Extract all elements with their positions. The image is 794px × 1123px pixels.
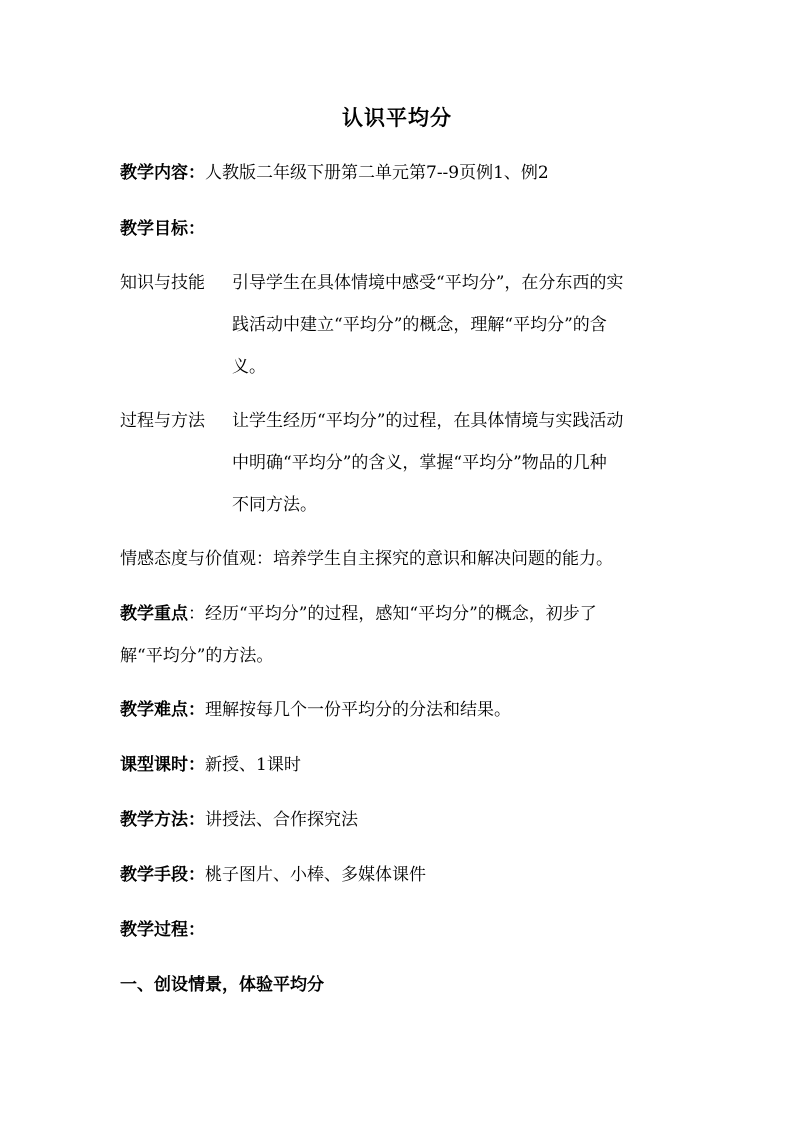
key-point-line-1: ：经历“平均分”的过程，感知“平均分”的概念，初步了 <box>188 604 597 624</box>
teaching-means-label: 教学手段： <box>120 865 205 885</box>
document-title: 认识平均分 <box>342 105 452 130</box>
teaching-goals-label: 教学目标： <box>120 219 205 239</box>
course-type-label: 课型课时： <box>120 755 205 775</box>
process-method-line-3: 不同方法。 <box>232 495 317 515</box>
section-one-heading: 一、创设情景，体验平均分 <box>120 975 324 995</box>
knowledge-skills-line-2: 践活动中建立“平均分”的概念，理解“平均分”的含 <box>232 315 607 335</box>
teaching-means-line <box>120 862 426 888</box>
teaching-content-line <box>120 160 549 186</box>
knowledge-skills-paragraph <box>120 270 680 380</box>
section-one-heading-line <box>120 972 324 998</box>
teaching-method-label: 教学方法： <box>120 810 205 830</box>
difficulty-line <box>120 697 511 723</box>
difficulty-label: 教学难点： <box>120 700 205 720</box>
knowledge-skills-line-1: 引导学生在具体情境中感受“平均分”，在分东西的实 <box>232 273 624 293</box>
process-method-line-1: 让学生经历“平均分”的过程，在具体情境与实践活动 <box>232 411 624 431</box>
key-point-paragraph <box>120 601 680 669</box>
teaching-means-text: 桃子图片、小棒、多媒体课件 <box>205 865 426 885</box>
process-method-label: 过程与方法 <box>120 411 205 431</box>
knowledge-skills-line-3: 义。 <box>232 357 266 377</box>
course-type-line <box>120 752 301 778</box>
difficulty-text: 理解按每几个一份平均分的分法和结果。 <box>205 700 511 720</box>
key-point-line-2: 解“平均分”的方法。 <box>120 646 274 666</box>
teaching-method-text: 讲授法、合作探究法 <box>205 810 358 830</box>
teaching-process-line <box>120 917 205 943</box>
emotion-values-label: 情感态度与价值观： <box>120 549 273 569</box>
teaching-method-line <box>120 807 358 833</box>
course-type-text: 新授、1课时 <box>205 755 301 775</box>
process-method-paragraph <box>120 408 680 518</box>
key-point-label: 教学重点 <box>120 604 188 624</box>
teaching-process-label: 教学过程： <box>120 920 205 940</box>
process-method-line-2: 中明确“平均分”的含义，掌握“平均分”物品的几种 <box>232 453 607 473</box>
teaching-content-label: 教学内容： <box>120 163 205 183</box>
emotion-values-text: 培养学生自主探究的意识和解决问题的能力。 <box>273 549 613 569</box>
knowledge-skills-label: 知识与技能 <box>120 273 205 293</box>
emotion-values-line <box>120 546 613 572</box>
teaching-goals-line <box>120 216 205 242</box>
teaching-content-text: 人教版二年级下册第二单元第7--9页例1、例2 <box>205 163 549 183</box>
